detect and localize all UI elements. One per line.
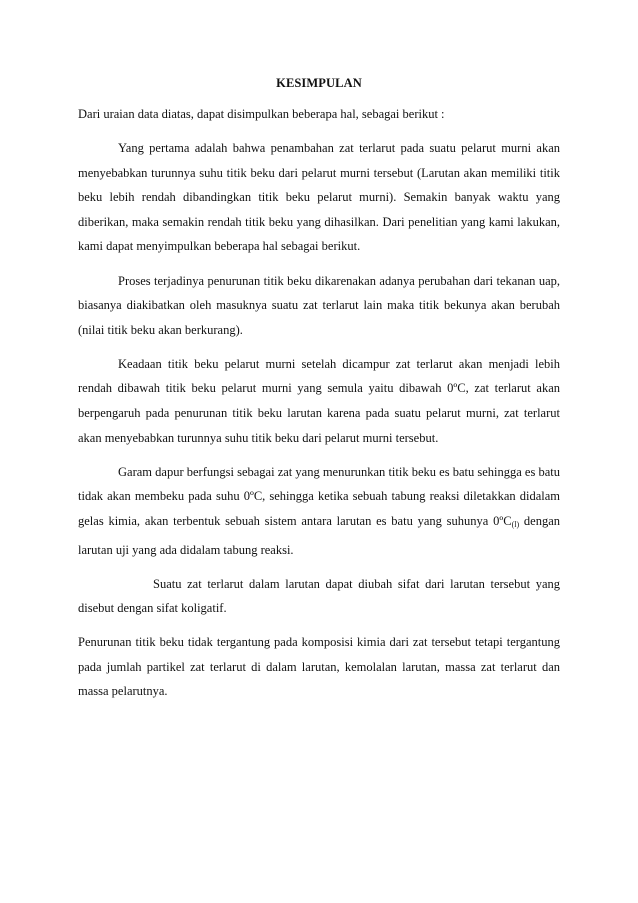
page-title: KESIMPULAN <box>276 76 362 90</box>
paragraph-1: Yang pertama adalah bahwa penambahan zat terlarut pada suatu pelarut murni akan menyebabkan turunnya suhu titik beku dari pelarut murni tersebut (Larutan akan memiliki titik beku lebih rendah dibandingkan titik beku pelarut murni). Semakin banyak waktu yang diberikan, maka semakin rendah titik beku yang dihasilkan. Dari penelitian yang kami lakukan, kami dapat menyimpulkan beberapa hal sebagai berikut. <box>78 141 560 254</box>
paragraph-4-subscript: (l) <box>511 519 520 529</box>
paragraph-3: Keadaan titik beku pelarut murni setelah dicampur zat terlarut akan menjadi lebih rendah dibawah titik beku pelarut murni yang semula yaitu dibawah 0ºC, zat terlarut akan berpengaruh pada penurunan titik beku larutan karena pada suatu pelarut murni, zat terlarut akan menyebabkan turunnya suhu titik beku dari pelarut murni tersebut. <box>78 356 560 445</box>
paragraph-4-main: Garam dapur berfungsi sebagai zat yang menurunkan titik beku es batu sehingga es batu tidak akan membeku pada suhu 0ºC, sehingga ketika sebuah tabung reaksi diletakkan didalam gelas kimia, akan terbentuk sebuah sistem antara larutan es batu yang suhunya 0ºC <box>78 464 560 528</box>
paragraph-4-tail: dengan larutan uji yang ada didalam tabung reaksi. <box>78 513 560 557</box>
paragraph-5: Suatu zat terlarut dalam larutan dapat diubah sifat dari larutan tersebut yang disebut dengan sifat koligatif. <box>78 576 560 616</box>
intro-paragraph: Dari uraian data diatas, dapat disimpulkan beberapa hal, sebagai berikut : <box>78 107 445 121</box>
document-body <box>78 102 560 704</box>
paragraph-4 <box>78 460 560 562</box>
paragraph-6: Penurunan titik beku tidak tergantung pada komposisi kimia dari zat tersebut tetapi tergantung pada jumlah partikel zat terlarut di dalam larutan, kemolalan larutan, massa zat terlarut dan massa pelarutnya. <box>78 635 560 699</box>
paragraph-2: Proses terjadinya penurunan titik beku dikarenakan adanya perubahan dari tekanan uap, biasanya diakibatkan oleh masuknya suatu zat terlarut lain maka titik bekunya akan berubah (nilai titik beku akan berkurang). <box>78 273 560 337</box>
